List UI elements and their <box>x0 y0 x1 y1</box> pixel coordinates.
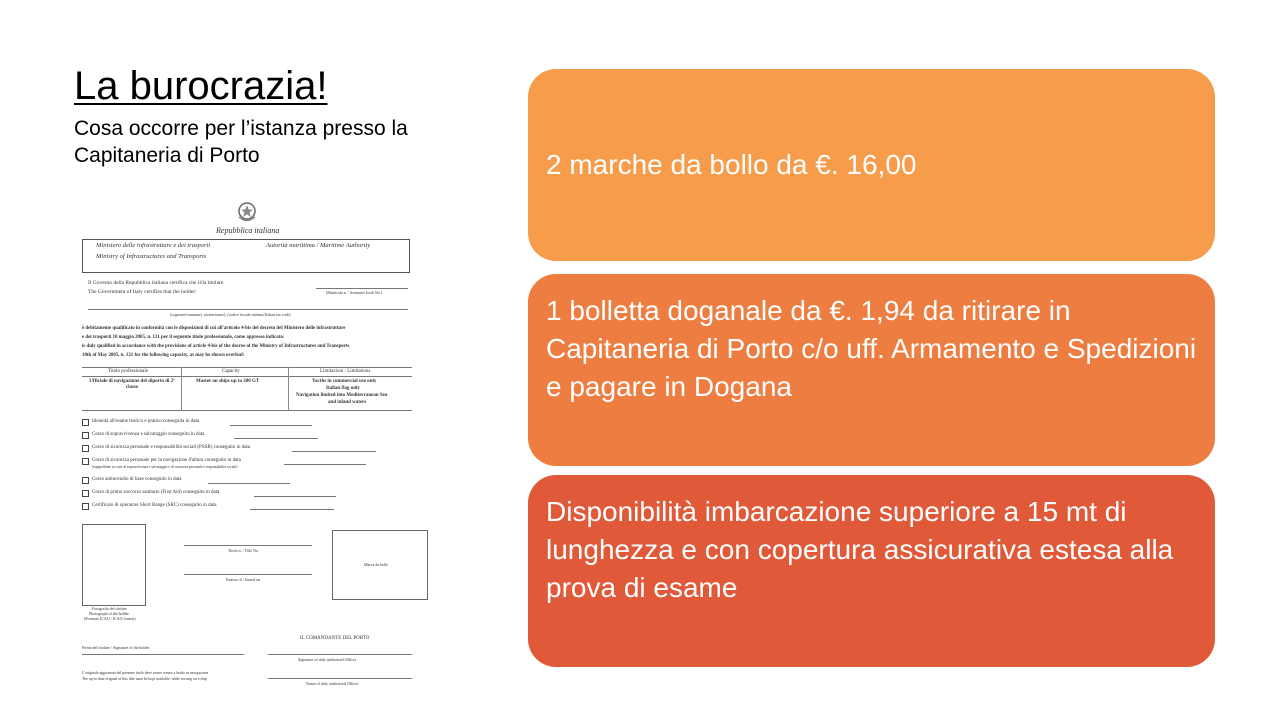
cell-capacity: Master on ships up to 200 GT <box>196 379 260 384</box>
officer-signature: Signature of duly authorized Officer <box>298 657 357 662</box>
photo-label-1: Fotografia del titolare <box>92 606 127 611</box>
requirement-text: 1 bolletta doganale da €. 1,94 da ritirare in Capitaneria di Porto c/o uff. Armamento e Spedizioni e pagare in Dogana <box>546 295 1197 402</box>
col-title: Titolo professionale <box>108 369 148 374</box>
name-hint: (cognome/surname), (nome/name), (codice fiscale italiano/Italian tax code) <box>170 312 291 317</box>
check-1: Idoneità all'esame teorico e pratico conseguita in data <box>92 419 200 424</box>
emblem-icon <box>236 200 258 224</box>
title-number-label: Titolo n. / Title No. <box>228 548 259 553</box>
doc-header: Repubblica italiana <box>216 226 280 235</box>
ministry-it: Ministero delle infrastrutture e dei trasporti <box>96 242 211 249</box>
qual-it-2: e dei trasporti 10 maggio 2005, n. 121 per il seguente titolo professionale, come appresso indicato: <box>82 335 285 340</box>
requirement-text: Disponibilità imbarcazione superiore a 15 mt di lunghezza e con copertura assicurativa estesa alla prova di esame <box>546 496 1174 603</box>
check-7: Certificato di operatore Short Range (SRC) conseguito in data <box>92 503 217 508</box>
check-6: Corso di primo soccorso sanitario (First Aid) conseguito in data <box>92 490 220 495</box>
col-limits: Limitazioni / Limitations <box>320 369 371 374</box>
photo-placeholder <box>82 524 146 606</box>
certificate-document <box>78 196 434 696</box>
maritime-authority: Autorità marittima / Maritime Authority <box>266 242 371 249</box>
footer-1: L'originale aggiornato del presente titolo deve essere tenuto a bordo in navigazione <box>82 671 209 675</box>
issued-on-label: Emesso il / Issued on <box>226 577 260 582</box>
cell-limits-1: Yacths in commercial use only <box>312 379 377 384</box>
cell-limits-4: and inland waters <box>328 400 367 405</box>
ministry-en: Ministry of Infrastructures and Transports <box>96 253 207 260</box>
col-capacity: Capacity <box>222 369 240 374</box>
qual-it-1: è debitamente qualificato in conformità con le disposizioni di cui all'articolo 4-bis del decreto del Ministero delle infrastrutture <box>82 326 346 331</box>
slide-title: La burocrazia! <box>74 64 328 108</box>
holder-signature: Firma del titolare / Signature of the holder <box>82 645 150 650</box>
matricola-hint: (Matricola n. / Seaman's book No.) <box>326 290 383 295</box>
stamp-label: Marca da bollo <box>364 562 389 567</box>
requirement-box-stamps <box>528 69 1215 261</box>
photo-label-2: Photograph of the holder <box>89 611 129 616</box>
officer-name: Name of duly authorized Officer <box>306 681 359 686</box>
certifies-it: Il Governo della Repubblica italiana certifica che il/la titolare <box>88 280 224 286</box>
requirement-box-customs <box>528 274 1215 466</box>
requirement-text: 2 marche da bollo da €. 16,00 <box>546 149 917 180</box>
requirement-box-boat <box>528 475 1215 667</box>
qual-en-2: 10th of May 2005, n. 121 for the following capacity, as may be shown overleaf: <box>82 353 245 358</box>
footer-2: The up-to-date original of this title must be kept available, while serving on a ship <box>82 677 207 681</box>
cell-limits-3: Navigation limited into Mediterranean Sea <box>296 393 388 398</box>
port-commander: IL COMANDANTE DEL PORTO <box>300 636 370 641</box>
qual-en-1: is duly qualified in accordance with the provisions of article 4-bis of the decree of the Ministry of Infrastructures and Transports <box>82 344 350 349</box>
cell-title: Ufficiale di navigazione del diporto di 2ª classe <box>89 379 175 390</box>
check-4b: (equipollente ai corsi di sopravvivenza e salvataggio e di sicurezza personale e responsabilità sociali) <box>92 465 238 469</box>
certifies-en: The Government of Italy certifies that the holder: <box>88 289 197 295</box>
slide-subtitle: Cosa occorre per l’istanza presso la Capitaneria di Porto <box>74 117 408 167</box>
check-3: Corso di sicurezza personale e responsabilità sociali (PSSR) conseguito in data <box>92 445 251 450</box>
check-4: Corso di sicurezza personale per la navigazione d'altura conseguito in data <box>92 458 241 463</box>
cell-limits-2: Italian flag only <box>326 386 360 391</box>
photo-label-3: (Formato ICAO / ICAO format) <box>84 616 136 621</box>
check-5: Corso antincendio di base conseguito in data <box>92 477 182 482</box>
check-2: Corso di sopravvivenza e salvataggio conseguito in data <box>92 432 205 437</box>
